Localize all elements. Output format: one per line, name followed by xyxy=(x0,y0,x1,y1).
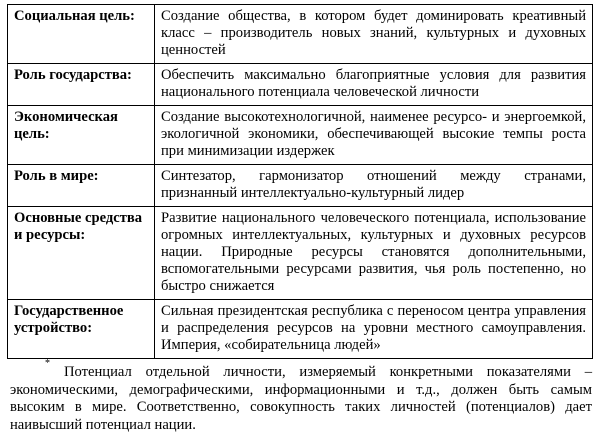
table-row xyxy=(8,300,593,359)
row-value: Обеспечить максимально благоприятные условия для развития национального потенциала человеческой личности xyxy=(155,64,593,106)
row-value: Синтезатор, гармонизатор отношений между странами, признанный интеллектуально-культурный лидер xyxy=(155,165,593,207)
row-label: Государственное устройство: xyxy=(8,300,155,359)
table-row xyxy=(8,165,593,207)
table-row xyxy=(8,106,593,165)
table-row xyxy=(8,64,593,106)
footnote-marker: * xyxy=(45,358,50,370)
row-label: Роль государства: xyxy=(8,64,155,106)
table-row xyxy=(8,5,593,64)
row-value: Развитие национального человеческого потенциала, использование огромных интеллектуальных, культурных и духовных ресурсов нации. Природные ресурсы становятся дополнительными, вспомогательными ресурсами развития, чья роль постепенно, но быстро снижается xyxy=(155,207,593,300)
row-value: Сильная президентская республика с переносом центра управления и распределения ресурсов на уровни местного самоуправления. Империя, «собирательница людей» xyxy=(155,300,593,359)
row-label: Социальная цель: xyxy=(8,5,155,64)
footnote-text: Потенциал отдельной личности, измеряемый конкретными показателями – экономическими, демографическими, информационными и т.д., должен быть самым высоким в мире. Соответственно, совокупность таких личностей (потенциалов) дает наивысший потенциал нации. xyxy=(10,364,592,433)
row-value: Создание высокотехнологичной, наименее ресурсо- и энергоемкой, экологичной экономики, обеспечивающей высокие темпы роста при минимизации издержек xyxy=(155,106,593,165)
row-label: Экономическая цель: xyxy=(8,106,155,165)
row-value: Создание общества, в котором будет доминировать креативный класс – производитель новых знаний, культурных и духовных ценностей xyxy=(155,5,593,64)
goals-table xyxy=(7,4,593,359)
table-row xyxy=(8,207,593,300)
row-label: Основные средства и ресурсы: xyxy=(8,207,155,300)
row-label: Роль в мире: xyxy=(8,165,155,207)
footnote xyxy=(10,358,592,434)
